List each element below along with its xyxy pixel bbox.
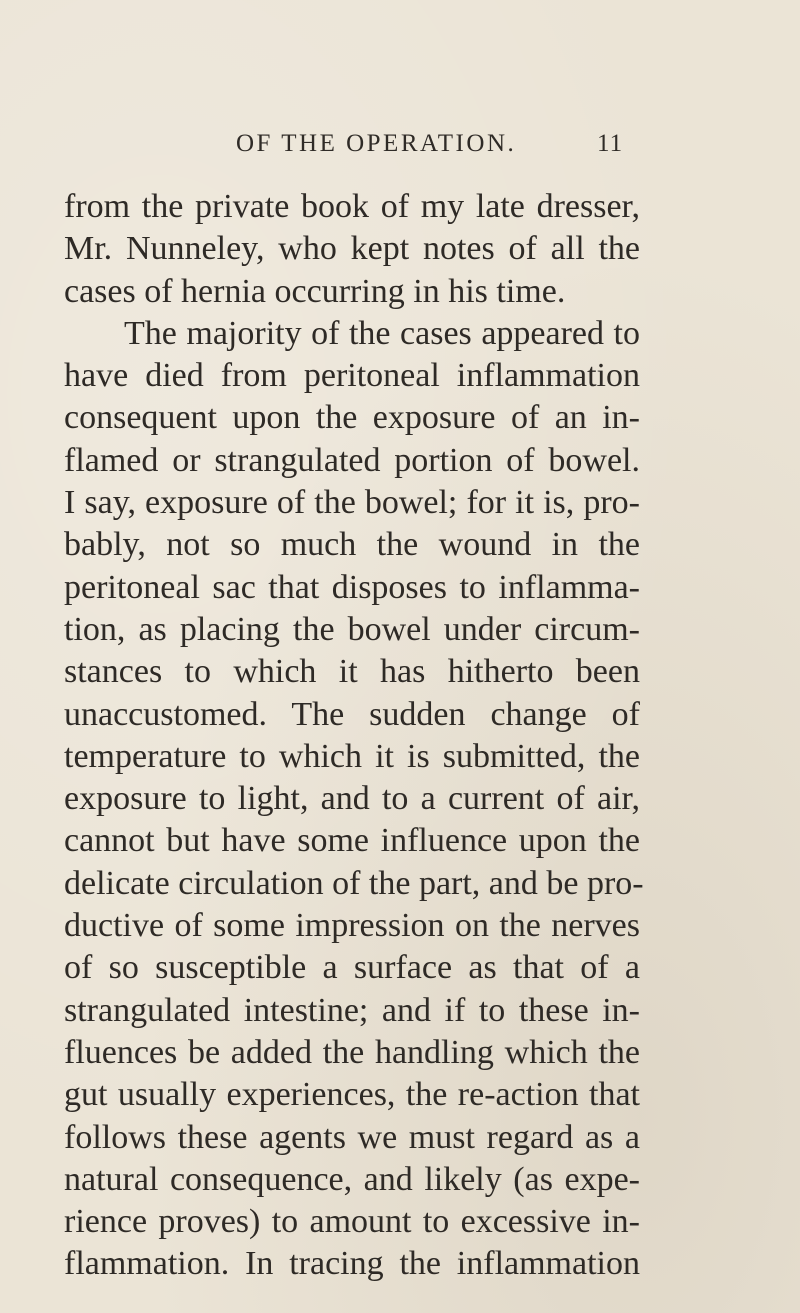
text-line: gut usually experiences, the re-action that bbox=[64, 1076, 640, 1114]
running-head-title: OF THE OPERATION. bbox=[236, 130, 517, 157]
text-line: tion, as placing the bowel under circum- bbox=[64, 610, 640, 648]
text-line: cases of hernia occurring in his time. bbox=[64, 272, 566, 310]
text-line: stances to which it has hitherto been bbox=[64, 653, 640, 691]
text-line: delicate circulation of the part, and be pro- bbox=[64, 864, 644, 902]
text-line: ductive of some impression on the nerves bbox=[64, 907, 640, 945]
text-line: rience proves) to amount to excessive in- bbox=[64, 1203, 640, 1241]
text-line: consequent upon the exposure of an in- bbox=[64, 399, 640, 437]
text-line: bably, not so much the wound in the bbox=[64, 526, 640, 564]
text-line: natural consequence, and likely (as expe- bbox=[64, 1160, 640, 1198]
text-line: peritoneal sac that disposes to inflamma- bbox=[64, 568, 640, 606]
text-line: cannot but have some influence upon the bbox=[64, 822, 640, 860]
text-line: exposure to light, and to a current of air, bbox=[64, 780, 640, 818]
text-line: from the private book of my late dresser, bbox=[64, 188, 640, 225]
text-line: fluences be added the handling which the bbox=[64, 1033, 640, 1071]
text-line: follows these agents we must regard as a bbox=[64, 1118, 640, 1156]
text-line: Mr. Nunneley, who kept notes of all the bbox=[64, 230, 640, 268]
text-line: flammation. In tracing the inflammation bbox=[64, 1245, 640, 1283]
text-line: of so susceptible a surface as that of a bbox=[64, 949, 640, 987]
text-line: flamed or strangulated portion of bowel. bbox=[64, 441, 640, 479]
page-number: 11 bbox=[597, 130, 624, 157]
body-text bbox=[64, 186, 644, 1286]
text-line: temperature to which it is submitted, the bbox=[64, 737, 640, 775]
text-line: I say, exposure of the bowel; for it is, pro- bbox=[64, 484, 640, 522]
text-line: strangulated intestine; and if to these in- bbox=[64, 991, 640, 1029]
text-line: The majority of the cases appeared to bbox=[124, 314, 640, 352]
running-head bbox=[0, 130, 800, 170]
text-line: have died from peritoneal inflammation bbox=[64, 357, 640, 395]
text-line: unaccustomed. The sudden change of bbox=[64, 695, 640, 733]
